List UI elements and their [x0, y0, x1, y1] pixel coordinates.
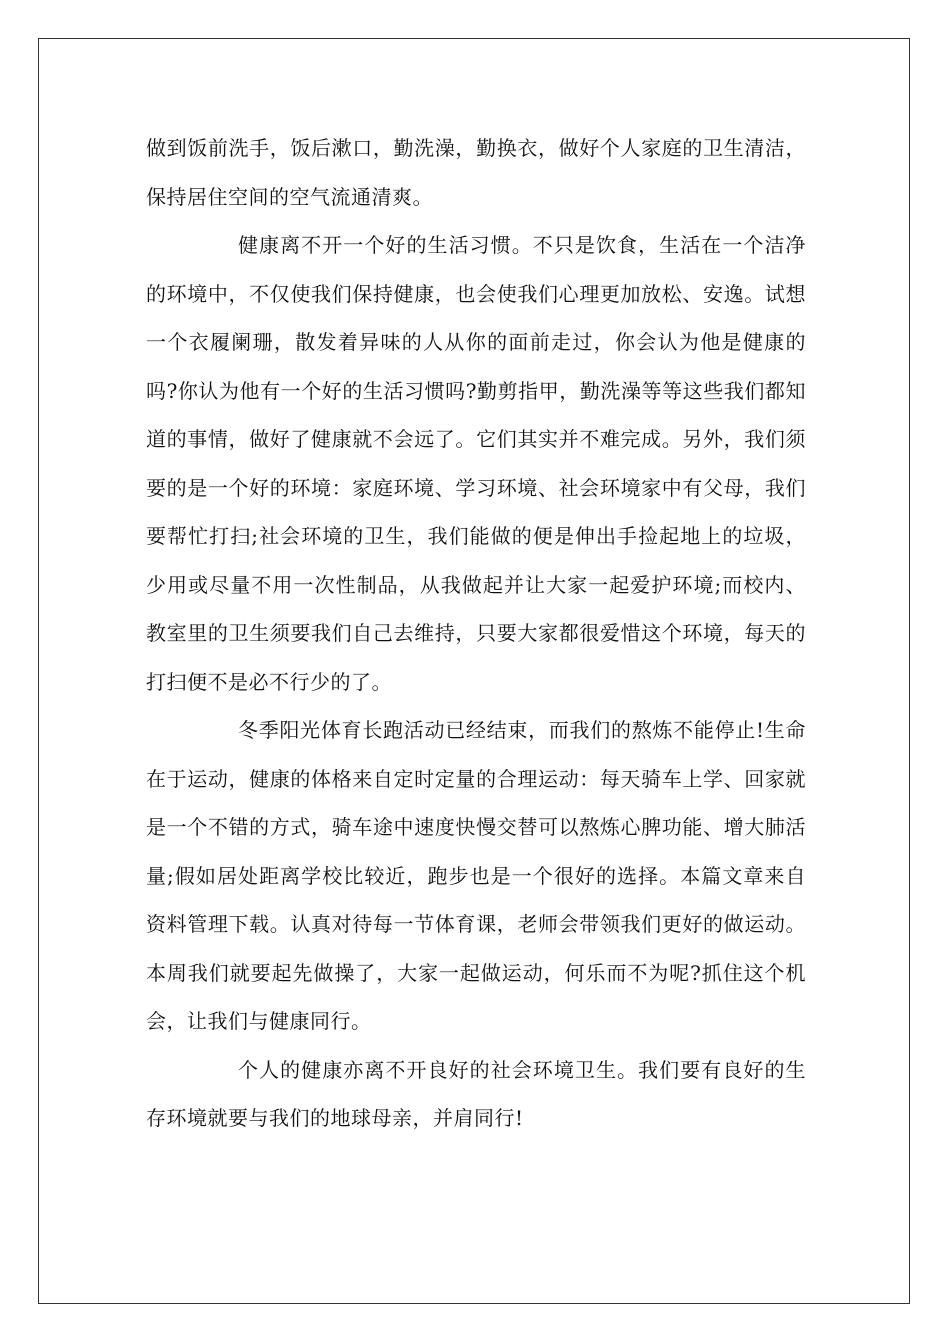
paragraph-1: 做到饭前洗手，饭后漱口，勤洗澡，勤换衣，做好个人家庭的卫生清洁，保持居住空间的空气流通清爽。 [146, 136, 806, 209]
document-body [146, 124, 806, 1143]
paragraph-4: 个人的健康亦离不开良好的社会环境卫生。我们要有良好的生存环境就要与我们的地球母亲，并肩同行! [146, 1057, 806, 1130]
paragraph-2: 健康离不开一个好的生活习惯。不只是饮食，生活在一个洁净的环境中，不仅使我们保持健康，也会使我们心理更加放松、安逸。试想一个衣履阑珊，散发着异味的人从你的面前走过，你会认为他是健康的吗?你认为他有一个好的生活习惯吗?勤剪指甲，勤洗澡等等这些我们都知道的事情，做好了健康就不会远了。它们其实并不难完成。另外，我们须要的是一个好的环境：家庭环境、学习环境、社会环境家中有父母，我们要帮忙打扫;社会环境的卫生，我们能做的便是伸出手捡起地上的垃圾，少用或尽量不用一次性制品，从我做起并让大家一起爱护环境;而校内、教室里的卫生须要我们自己去维持，只要大家都很爱惜这个环境，每天的打扫便不是必不行少的了。 [146, 233, 806, 694]
paragraph-3: 冬季阳光体育长跑活动已经结束，而我们的熬炼不能停止!生命在于运动，健康的体格来自定时定量的合理运动：每天骑车上学、回家就是一个不错的方式，骑车途中速度快慢交替可以熬炼心脾功能、增大肺活量;假如居处距离学校比较近，跑步也是一个很好的选择。本篇文章来自资料管理下载。认真对待每一节体育课，老师会带领我们更好的做运动。本周我们就要起先做操了，大家一起做运动，何乐而不为呢?抓住这个机会，让我们与健康同行。 [146, 718, 806, 1033]
